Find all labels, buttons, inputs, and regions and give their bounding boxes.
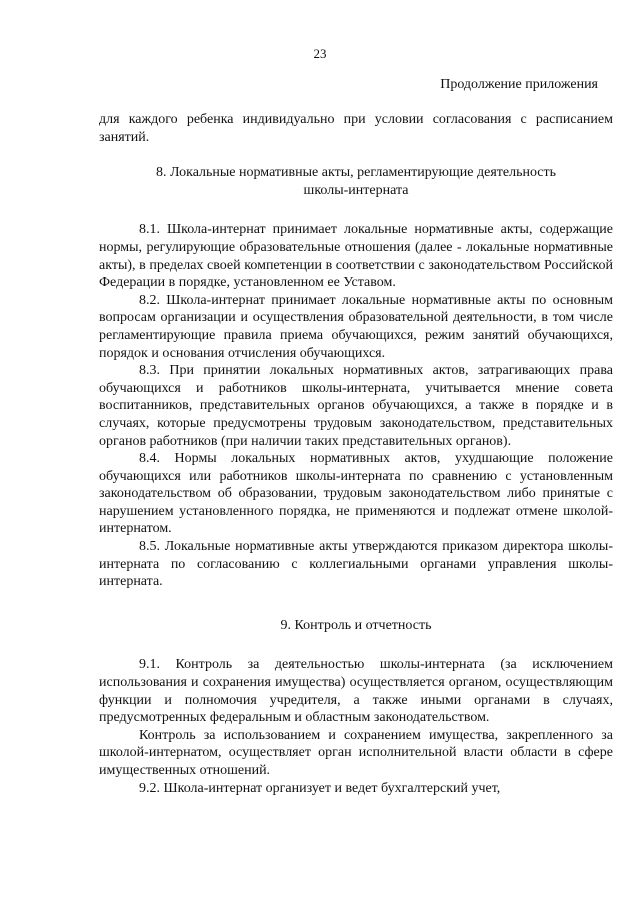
section-8-heading-line2: школы-интерната [303,182,409,198]
section-8-heading-line1: 8. Локальные нормативные акты, регламентирующие деятельность [155,165,557,181]
intro-paragraph: для каждого ребенка индивидуально при условии согласования с расписанием занятий. [99,112,613,145]
paragraph-8-3: 8.3. При принятии локальных нормативных актов, затрагивающих права обучающихся и работников школы-интерната, учитывается мнение совета воспитанников, представительных органов обучающихся, а также в порядке и в случаях, которые предусмотрены трудовым законодательством, представительных органов работников (при наличии таких представительных органов). [99,363,613,449]
paragraph-8-4: 8.4. Нормы локальных нормативных актов, ухудшающие положение обучающихся или работников школы-интерната по сравнению с установленным законодательством об образовании, трудовым законодательством либо принятые с нарушением установленного порядка, не применяются и подлежат отмене школой-интернатом. [99,451,613,537]
paragraph-8-5: 8.5. Локальные нормативные акты утверждаются приказом директора школы-интерната по согласованию с коллегиальными органами управления школы-интерната. [99,539,613,590]
paragraph-9-1-cont: Контроль за использованием и сохранением имущества, закрепленного за школой-интернатом, осуществляет орган исполнительной власти области в сфере имущественных отношений. [99,727,613,778]
appendix-label: Продолжение приложения [440,77,598,92]
section-9-heading: 9. Контроль и отчетность [280,617,432,633]
section-8-heading [99,164,613,199]
document-body [99,111,613,797]
paragraph-8-2: 8.2. Школа-интернат принимает локальные нормативные акты по основным вопросам организации и осуществления образовательной деятельности, в том числе регламентирующие правила приема обучающихся, режим занятий обучающихся, порядок и основания отчисления обучающихся. [99,292,613,361]
paragraph-9-1: 9.1. Контроль за деятельностью школы-интерната (за исключением использования и сохранения имущества) осуществляется органом, осуществляющим функции и полномочия учредителя, а также иными органами в случаях, предусмотренных федеральным и областным законодательством. [99,657,613,726]
page-number: 23 [313,46,327,61]
paragraph-9-2: 9.2. Школа-интернат организует и ведет бухгалтерский учет, [139,780,501,796]
paragraph-8-1: 8.1. Школа-интернат принимает локальные нормативные акты, содержащие нормы, регулирующие образовательные отношения (далее - локальные нормативные акты), в пределах своей компетенции в соответствии с законодательством Российской Федерации в порядке, установленном ее Уставом. [99,222,613,291]
